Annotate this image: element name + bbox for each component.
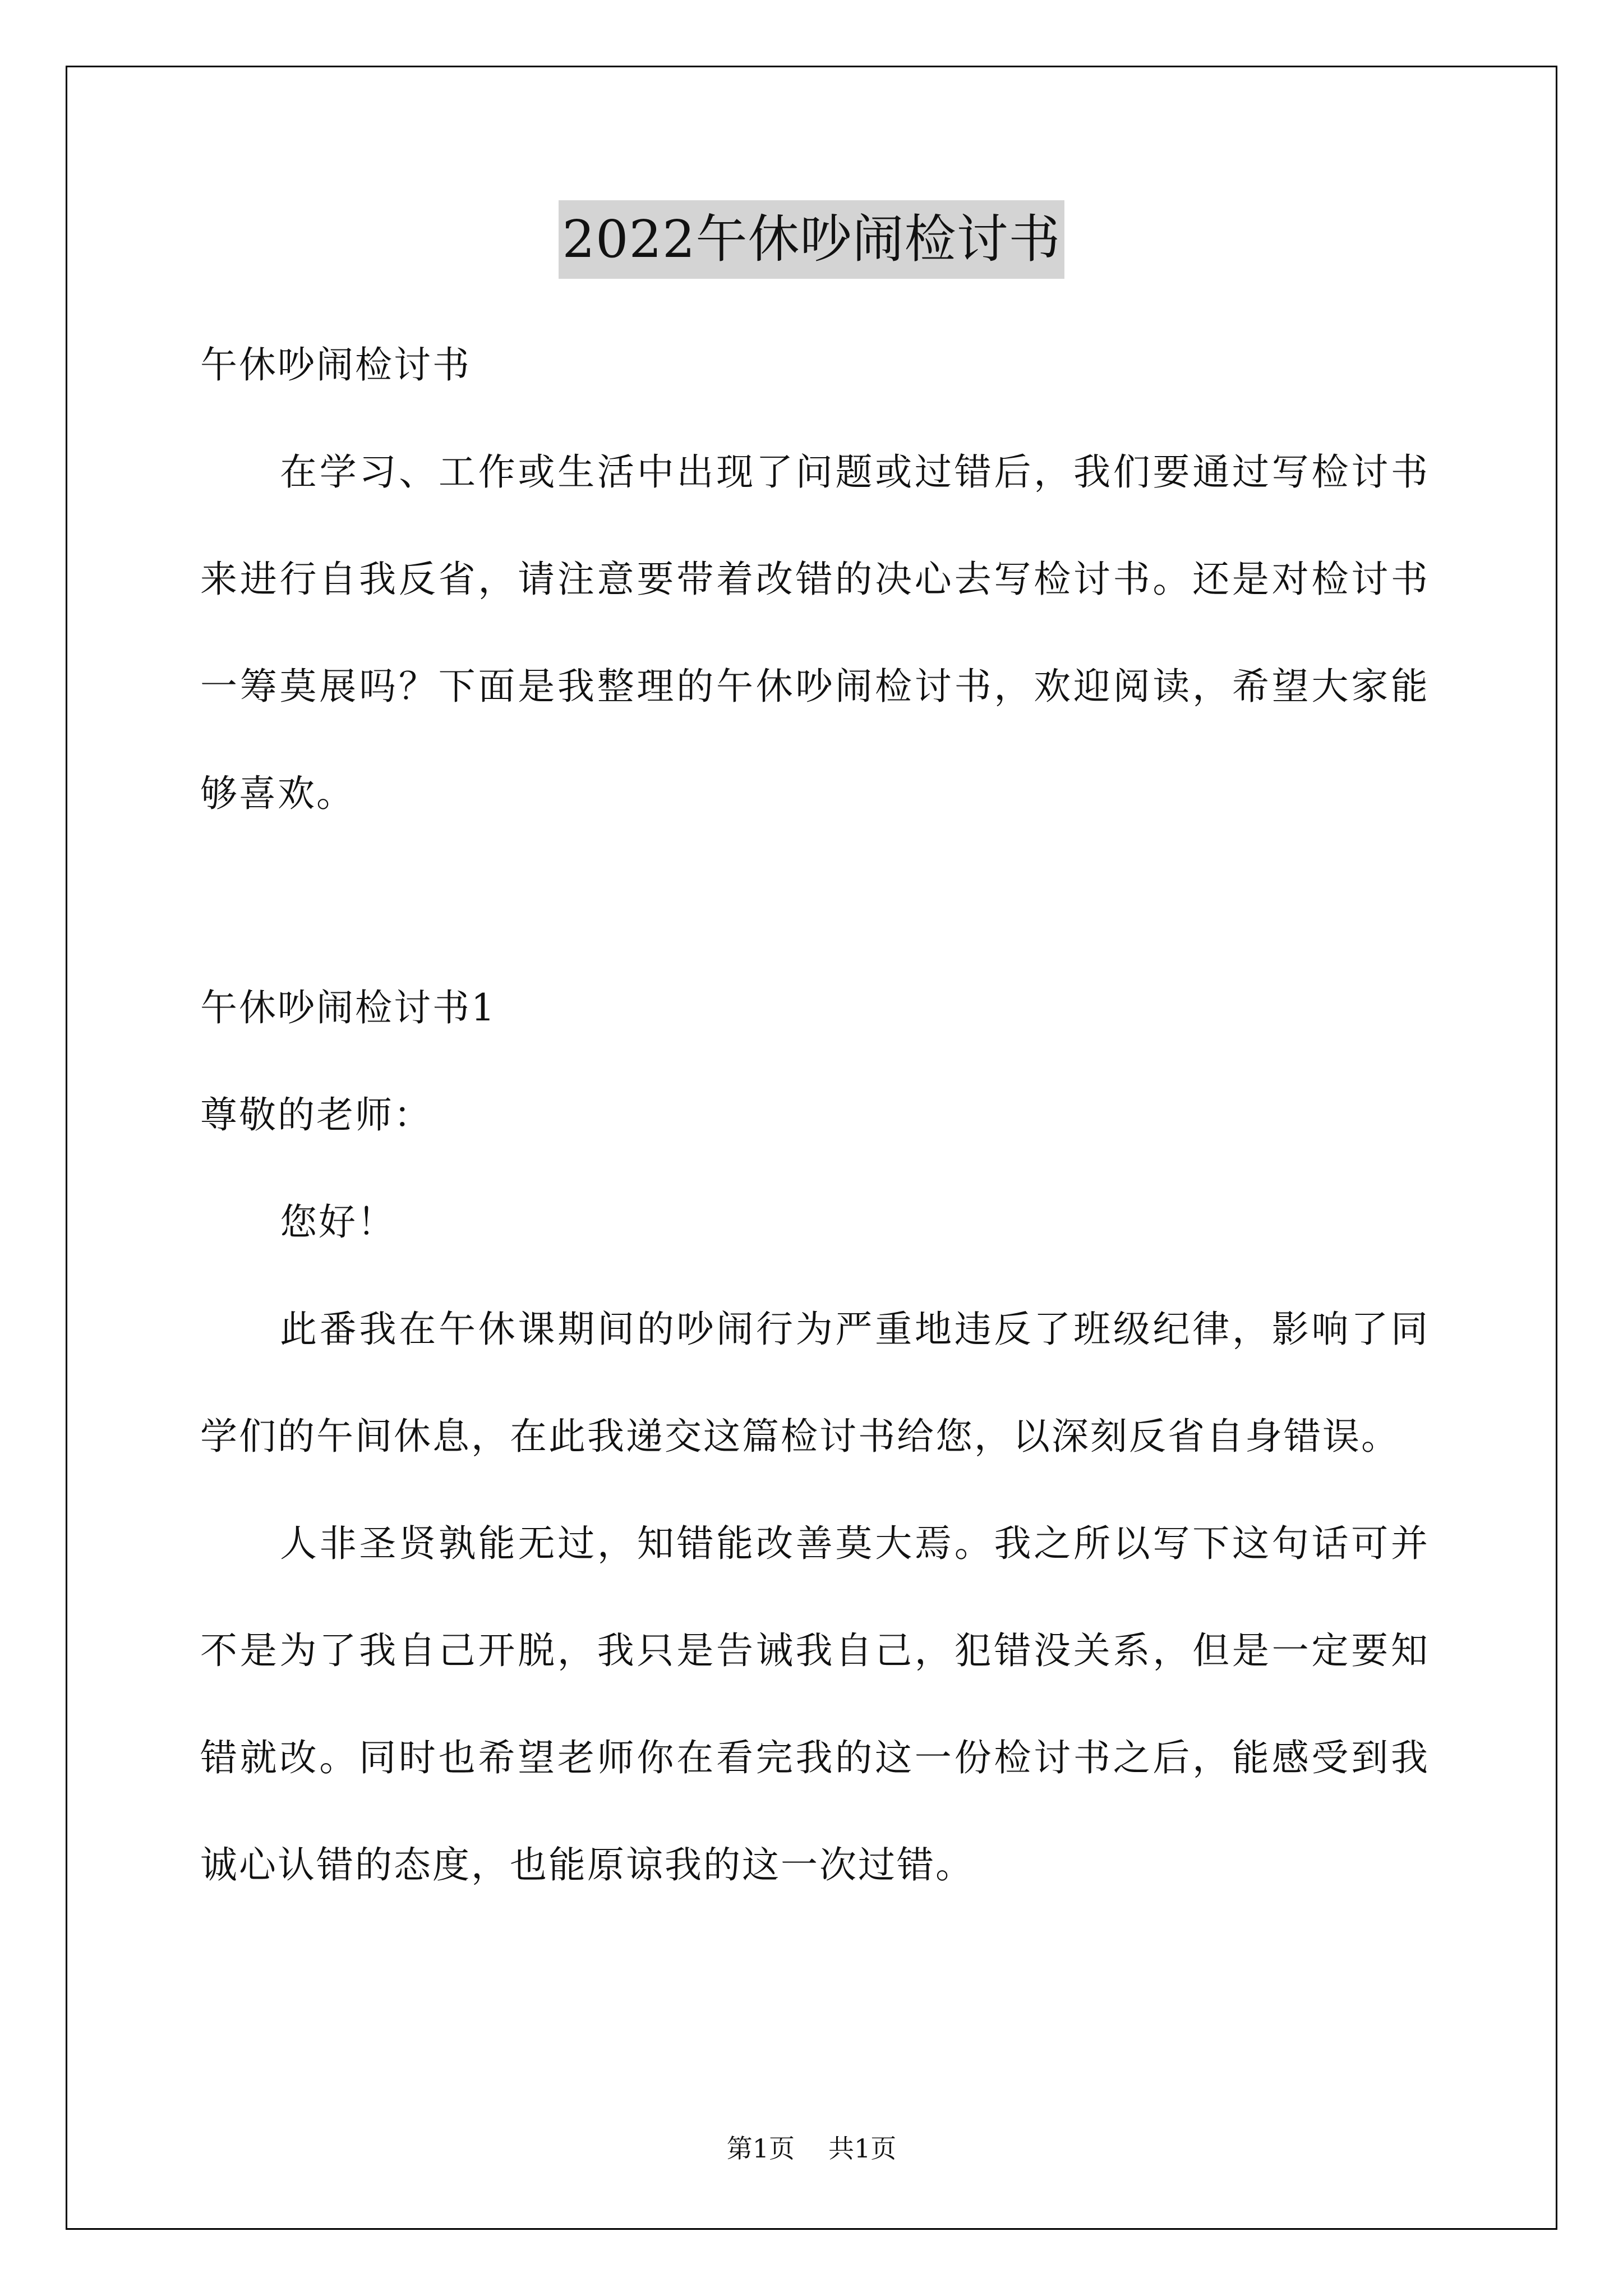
document-title: 2022午休吵闹检讨书 bbox=[559, 200, 1064, 279]
section-title: 午休吵闹检讨书1 bbox=[200, 986, 496, 1029]
intro-paragraph: 在学习、工作或生活中出现了问题或过错后，我们要通过写检讨书来进行自我反省，请注意要带着改错的决心去写检讨书。还是对检讨书一筹莫展吗？下面是我整理的午休吵闹检讨书，欢迎阅读，希望大家能够喜欢。 bbox=[200, 450, 1430, 815]
document-body bbox=[200, 311, 1430, 1918]
page-footer bbox=[0, 2132, 1623, 2165]
salutation: 尊敬的老师： bbox=[200, 1093, 432, 1137]
page-number: 第1页 bbox=[726, 2133, 795, 2164]
body-paragraph: 人非圣贤孰能无过，知错能改善莫大焉。我之所以写下这句话可并不是为了我自己开脱，我只是告诫我自己，犯错没关系，但是一定要知错就改。同时也希望老师你在看完我的这一份检讨书之后，能感受到我诚心认错的态度，也能原谅我的这一次过错。 bbox=[200, 1522, 1430, 1887]
body-paragraph: 此番我在午休课期间的吵闹行为严重地违反了班级纪律，影响了同学们的午间休息，在此我递交这篇检讨书给您，以深刻反省自身错误。 bbox=[200, 1308, 1430, 1458]
page-total: 共1页 bbox=[828, 2133, 897, 2164]
section-spacer bbox=[200, 847, 1430, 954]
greeting: 您好！ bbox=[280, 1200, 396, 1244]
title-container bbox=[0, 200, 1623, 279]
document-heading: 午休吵闹检讨书 bbox=[200, 343, 471, 386]
